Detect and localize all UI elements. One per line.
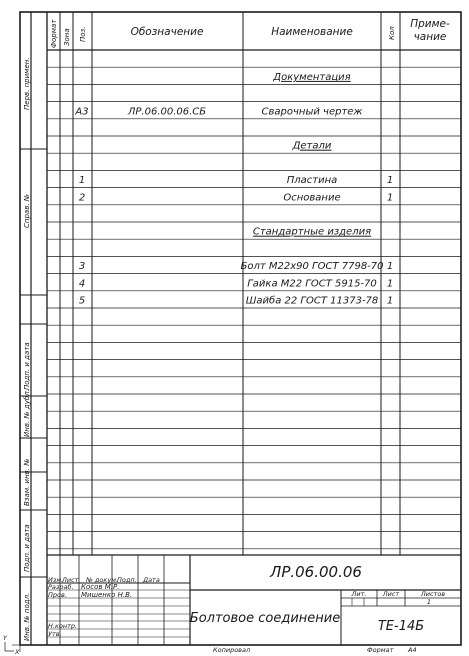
header-designation: Обозначение xyxy=(130,26,204,38)
header-pos: Поз. xyxy=(79,26,87,42)
header-format: Формат xyxy=(50,19,58,48)
format-label: Формат xyxy=(367,646,394,654)
strip-inv-dubl: Инв. № дубл. xyxy=(23,389,31,437)
row-qty: 1 xyxy=(386,261,394,273)
doc-number: ЛР.06.00.06 xyxy=(270,563,362,581)
row-qty: 1 xyxy=(386,278,394,290)
axis-marker xyxy=(5,642,14,651)
row-pos: 5 xyxy=(78,295,86,307)
row-qty: 1 xyxy=(386,175,394,187)
row-name: Документация xyxy=(273,71,351,83)
strip-vzam-inv: Взам. инв. № xyxy=(23,458,31,506)
row-name: Стандартные изделия xyxy=(252,226,372,238)
tb-col-izm: Изм. xyxy=(48,576,64,584)
row-pos: 1 xyxy=(78,175,86,187)
row-name: Гайка М22 ГОСТ 5915-70 xyxy=(247,278,377,290)
header-note-2: чание xyxy=(413,31,447,43)
razrab-name: Косов М.Р. xyxy=(81,583,120,591)
strip-sprav-no: Справ. № xyxy=(23,193,31,228)
prov-label: Пров. xyxy=(48,591,67,599)
row-pos: 2 xyxy=(78,192,86,204)
svg-text:X: X xyxy=(15,648,20,656)
header-qty: Кол xyxy=(388,26,396,40)
row-pos: 4 xyxy=(78,278,86,290)
header-zone: Зона xyxy=(63,28,71,46)
row-name: Детали xyxy=(292,140,332,152)
row-lines xyxy=(47,67,461,549)
strip-podp-data-1: Подп. и дата xyxy=(23,342,31,390)
sheet-label: Лист xyxy=(382,590,400,598)
row-name: Сварочный чертеж xyxy=(261,106,363,118)
header-name: Наименование xyxy=(271,26,353,38)
product-title: Болтовое соединение xyxy=(189,611,341,626)
lit-label: Лит. xyxy=(351,590,367,598)
strip-perv-primen: Перв. примен. xyxy=(23,57,31,110)
spec-rows xyxy=(74,72,393,307)
row-name: Болт М22х90 ГОСТ 7798-70 xyxy=(240,261,384,273)
header-note: Приме- xyxy=(410,18,450,30)
tb-col-list: Лист xyxy=(62,576,79,584)
tb-col-doc: № докум. xyxy=(86,576,119,584)
tb-col-data: Дата xyxy=(143,576,160,584)
sheets-label: Листов xyxy=(420,590,446,598)
row-qty: 1 xyxy=(386,295,394,307)
utv-label: Утв. xyxy=(48,630,62,638)
row-name: Пластина xyxy=(286,175,338,187)
svg-text:Y: Y xyxy=(3,634,7,642)
row-qty: 1 xyxy=(386,192,394,204)
row-pos: 3 xyxy=(78,261,86,273)
format-value: А4 xyxy=(408,646,417,654)
razrab-label: Разраб. xyxy=(48,583,74,591)
row-name: Шайба 22 ГОСТ 11373-78 xyxy=(245,295,379,307)
strip-inv-podl: Инв. № подл. xyxy=(23,592,31,641)
org-code: ТЕ-14Б xyxy=(377,619,425,634)
sheets-value: 1 xyxy=(426,598,432,606)
row-designation: ЛР.06.00.06.СБ xyxy=(127,106,207,118)
copied-label: Копировал xyxy=(213,646,251,654)
row-name: Основание xyxy=(283,192,341,204)
prov-name: Мишенко Н.В. xyxy=(81,591,133,599)
nkontr-label: Н.контр. xyxy=(48,622,78,630)
tb-col-podp: Подп. xyxy=(117,576,137,584)
strip-podp-data-2: Подп. и дата xyxy=(23,524,31,572)
row-pos: А3 xyxy=(75,106,89,118)
